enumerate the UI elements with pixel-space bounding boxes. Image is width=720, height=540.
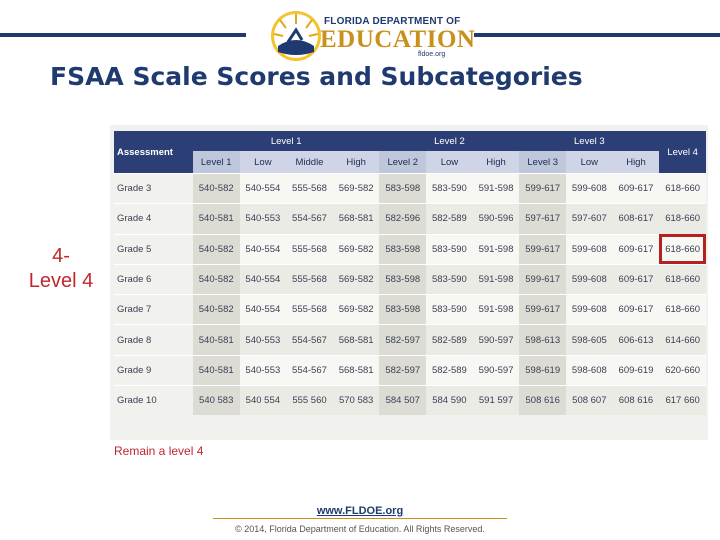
subheader-cell: High <box>473 151 520 174</box>
score-range-cell: 609-619 <box>613 355 660 385</box>
score-range-cell: 583-598 <box>379 174 426 204</box>
score-range-cell: 508 607 <box>566 386 613 416</box>
score-range-cell: 582-589 <box>426 325 473 355</box>
score-range-cell: 598-605 <box>566 325 613 355</box>
grade-label: Grade 3 <box>114 174 193 204</box>
score-range-cell: 583-590 <box>426 174 473 204</box>
scale-score-table-image <box>110 125 708 440</box>
grade-label: Grade 4 <box>114 204 193 234</box>
score-range-cell: 599-608 <box>566 234 613 264</box>
score-range-cell: 555-568 <box>286 295 333 325</box>
subheader-cell: Level 3 <box>519 151 566 174</box>
score-range-cell: 618-660 <box>659 264 706 294</box>
score-range-cell: 609-617 <box>613 264 660 294</box>
subheader-cell: Low <box>426 151 473 174</box>
score-range-cell: 569-582 <box>333 174 380 204</box>
score-range-cell: 540-582 <box>193 295 240 325</box>
callout-line-1: 4- <box>52 245 70 267</box>
score-range-cell: 609-617 <box>613 295 660 325</box>
score-range-cell: 598-619 <box>519 355 566 385</box>
score-range-cell: 540-554 <box>240 295 287 325</box>
logo-text-department: FLORIDA DEPARTMENT OF <box>324 16 461 27</box>
score-range-cell: 597-607 <box>566 204 613 234</box>
score-range-cell: 540-553 <box>240 325 287 355</box>
subheader-cell: Level 1 <box>193 151 240 174</box>
score-range-cell: 554-567 <box>286 325 333 355</box>
score-range-cell: 599-608 <box>566 295 613 325</box>
score-range-cell: 590-596 <box>473 204 520 234</box>
score-range-cell: 540 583 <box>193 386 240 416</box>
score-range-cell: 618-660 <box>659 295 706 325</box>
score-range-cell: 555-568 <box>286 234 333 264</box>
level-4-callout <box>22 244 100 294</box>
score-range-cell: 608 616 <box>613 386 660 416</box>
score-range-cell: 540-582 <box>193 234 240 264</box>
score-range-cell: 569-582 <box>333 264 380 294</box>
score-range-cell: 508 616 <box>519 386 566 416</box>
score-range-cell: 583-590 <box>426 234 473 264</box>
score-range-cell: 540-553 <box>240 355 287 385</box>
score-range-cell: 554-567 <box>286 204 333 234</box>
group-header-level-1: Level 1 <box>193 131 380 151</box>
group-header-level-3: Level 3 <box>519 131 659 151</box>
fldoe-logo <box>268 6 476 64</box>
subheader-cell: Middle <box>286 151 333 174</box>
score-range-cell: 568-581 <box>333 204 380 234</box>
score-range-cell: 582-589 <box>426 355 473 385</box>
score-range-cell: 555-568 <box>286 264 333 294</box>
score-range-cell: 540-582 <box>193 264 240 294</box>
score-range-cell: 598-608 <box>566 355 613 385</box>
table-row <box>114 234 706 264</box>
grade-label: Grade 10 <box>114 386 193 416</box>
subheader-cell: Low <box>566 151 613 174</box>
score-range-cell: 568-581 <box>333 355 380 385</box>
fldoe-website-link[interactable]: www.FLDOE.org <box>316 505 404 517</box>
group-header-level-2: Level 2 <box>379 131 519 151</box>
score-range-cell: 598-613 <box>519 325 566 355</box>
score-range-cell: 599-608 <box>566 264 613 294</box>
score-range-cell: 599-617 <box>519 174 566 204</box>
scale-score-table <box>114 131 706 415</box>
footer-divider <box>213 518 507 519</box>
page-title: FSAA Scale Scores and Subcategories <box>50 62 583 91</box>
score-range-cell: 614-660 <box>659 325 706 355</box>
score-range-cell: 599-608 <box>566 174 613 204</box>
header-rule-left <box>0 33 246 37</box>
score-range-cell: 618-660 <box>659 174 706 204</box>
table-row <box>114 204 706 234</box>
score-range-cell: 540-581 <box>193 355 240 385</box>
table-row <box>114 325 706 355</box>
score-range-cell: 584 590 <box>426 386 473 416</box>
score-range-cell: 591 597 <box>473 386 520 416</box>
header-rule-right <box>474 33 720 37</box>
score-range-cell: 582-597 <box>379 325 426 355</box>
score-range-cell: 540-554 <box>240 234 287 264</box>
score-range-cell: 583-598 <box>379 295 426 325</box>
score-range-cell: 590-597 <box>473 325 520 355</box>
score-range-cell: 597-617 <box>519 204 566 234</box>
score-range-cell: 554-567 <box>286 355 333 385</box>
score-range-cell: 540-554 <box>240 174 287 204</box>
score-range-cell: 620-660 <box>659 355 706 385</box>
score-range-cell: 540-582 <box>193 174 240 204</box>
score-range-cell: 583-590 <box>426 264 473 294</box>
grade-label: Grade 6 <box>114 264 193 294</box>
score-range-cell: 582-597 <box>379 355 426 385</box>
score-range-cell: 583-598 <box>379 234 426 264</box>
logo-text-education: EDUCATION <box>320 26 476 53</box>
score-range-cell: 591-598 <box>473 234 520 264</box>
score-range-cell: 582-589 <box>426 204 473 234</box>
callout-line-2: Level 4 <box>28 270 94 292</box>
subheader-cell: Low <box>240 151 287 174</box>
assessment-header: Assessment <box>114 131 193 174</box>
subheader-cell: High <box>333 151 380 174</box>
table-row <box>114 355 706 385</box>
score-range-cell: 540-581 <box>193 204 240 234</box>
score-range-cell: 569-582 <box>333 295 380 325</box>
score-range-cell: 582-596 <box>379 204 426 234</box>
score-range-cell: 570 583 <box>333 386 380 416</box>
score-range-cell: 599-617 <box>519 295 566 325</box>
score-range-cell: 568-581 <box>333 325 380 355</box>
score-range-cell: 606-613 <box>613 325 660 355</box>
table-row <box>114 386 706 416</box>
score-range-cell: 599-617 <box>519 264 566 294</box>
score-range-cell: 555 560 <box>286 386 333 416</box>
score-range-cell: 540-581 <box>193 325 240 355</box>
score-range-cell: 609-617 <box>613 174 660 204</box>
score-range-cell: 540-554 <box>240 264 287 294</box>
remain-level-4-note: Remain a level 4 <box>114 444 204 458</box>
score-range-cell: 618-660 <box>659 234 706 264</box>
score-range-cell: 555-568 <box>286 174 333 204</box>
sun-emblem-icon <box>268 6 328 64</box>
grade-label: Grade 8 <box>114 325 193 355</box>
score-range-cell: 591-598 <box>473 264 520 294</box>
subheader-cell: Level 2 <box>379 151 426 174</box>
score-range-cell: 540-553 <box>240 204 287 234</box>
score-range-cell: 569-582 <box>333 234 380 264</box>
table-row <box>114 264 706 294</box>
table-row <box>114 295 706 325</box>
score-range-cell: 584 507 <box>379 386 426 416</box>
grade-label: Grade 5 <box>114 234 193 264</box>
score-range-cell: 591-598 <box>473 174 520 204</box>
score-range-cell: 599-617 <box>519 234 566 264</box>
score-range-cell: 591-598 <box>473 295 520 325</box>
score-range-cell: 540 554 <box>240 386 287 416</box>
score-range-cell: 618-660 <box>659 204 706 234</box>
score-range-cell: 590-597 <box>473 355 520 385</box>
score-range-cell: 583-598 <box>379 264 426 294</box>
score-range-cell: 617 660 <box>659 386 706 416</box>
subheader-cell: High <box>613 151 660 174</box>
grade-label: Grade 9 <box>114 355 193 385</box>
logo-text-url: fldoe.org <box>418 51 446 58</box>
score-range-cell: 608-617 <box>613 204 660 234</box>
score-range-cell: 609-617 <box>613 234 660 264</box>
grade-label: Grade 7 <box>114 295 193 325</box>
table-row <box>114 174 706 204</box>
copyright-text: © 2014, Florida Department of Education. All Rights Reserved. <box>235 524 485 534</box>
score-range-cell: 583-590 <box>426 295 473 325</box>
group-header-level-4: Level 4 <box>659 131 706 174</box>
